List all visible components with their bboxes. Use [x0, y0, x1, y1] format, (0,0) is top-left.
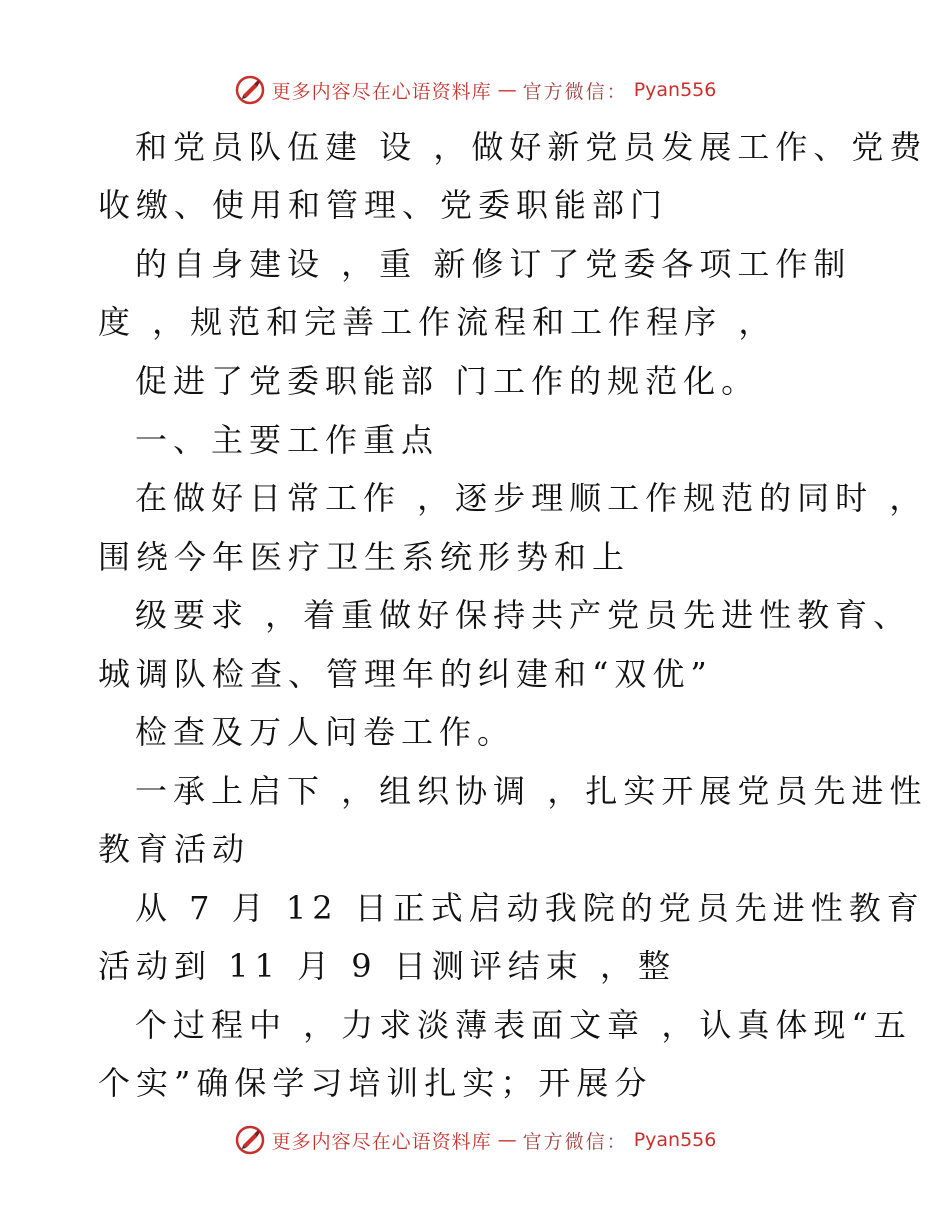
watermark-main-text: 更多内容尽在心语资料库: [271, 80, 492, 103]
watermark-wechat-label: 官方微信：: [522, 80, 628, 103]
watermark-wechat-id: Pyan556: [633, 1129, 717, 1151]
text-line: 和党员队伍建 设 ，做好新党员发展工作、党费: [135, 128, 928, 166]
text-line: 一承上启下 ，组织协调 ，扎实开展党员先进性: [135, 772, 928, 810]
watermark-wechat-label: 官方微信：: [522, 1130, 628, 1153]
text-line: 从 7 月 12 日正式启动我院的党员先进性教育: [135, 889, 925, 927]
watermark-wechat-id: Pyan556: [633, 79, 717, 101]
library-logo-icon: [234, 74, 266, 106]
watermark-main-text: 更多内容尽在心语资料库: [271, 1130, 492, 1153]
section-heading: 一、主要工作重点: [135, 421, 440, 459]
library-logo-icon: [234, 1124, 266, 1156]
text-line: 活动到 11 月 9 日测评结束 ，整: [98, 947, 676, 985]
text-line: 个过程中 ，力求淡薄表面文章 ，认真体现“五: [135, 1006, 912, 1044]
text-line: 促进了党委职能部 门工作的规范化。: [135, 362, 760, 400]
watermark-dash: —: [497, 1129, 517, 1151]
text-line: 教育活动: [98, 830, 251, 868]
text-line: 度 ，规范和完善工作流程和工作程序 ，: [98, 303, 777, 341]
text-line: 的自身建设 ，重 新修订了党委各项工作制: [135, 245, 852, 283]
text-line: 城调队检查、管理年的纠建和“双优”: [98, 655, 713, 693]
text-line: 在做好日常工作 ，逐步理顺工作规范的同时 ，: [135, 479, 928, 517]
text-line: 检查及万人问卷工作。: [135, 713, 516, 751]
watermark-header: [0, 70, 950, 110]
watermark-dash: —: [497, 79, 517, 101]
watermark-footer: [0, 1120, 950, 1160]
text-line: 个实”确保学习培训扎实；开展分: [98, 1064, 653, 1102]
text-line: 级要求 ，着重做好保持共产党员先进性教育、: [135, 596, 912, 634]
text-line: 收缴、使用和管理、党委职能部门: [98, 186, 669, 224]
text-line: 围绕今年医疗卫生系统形势和上: [98, 538, 631, 576]
